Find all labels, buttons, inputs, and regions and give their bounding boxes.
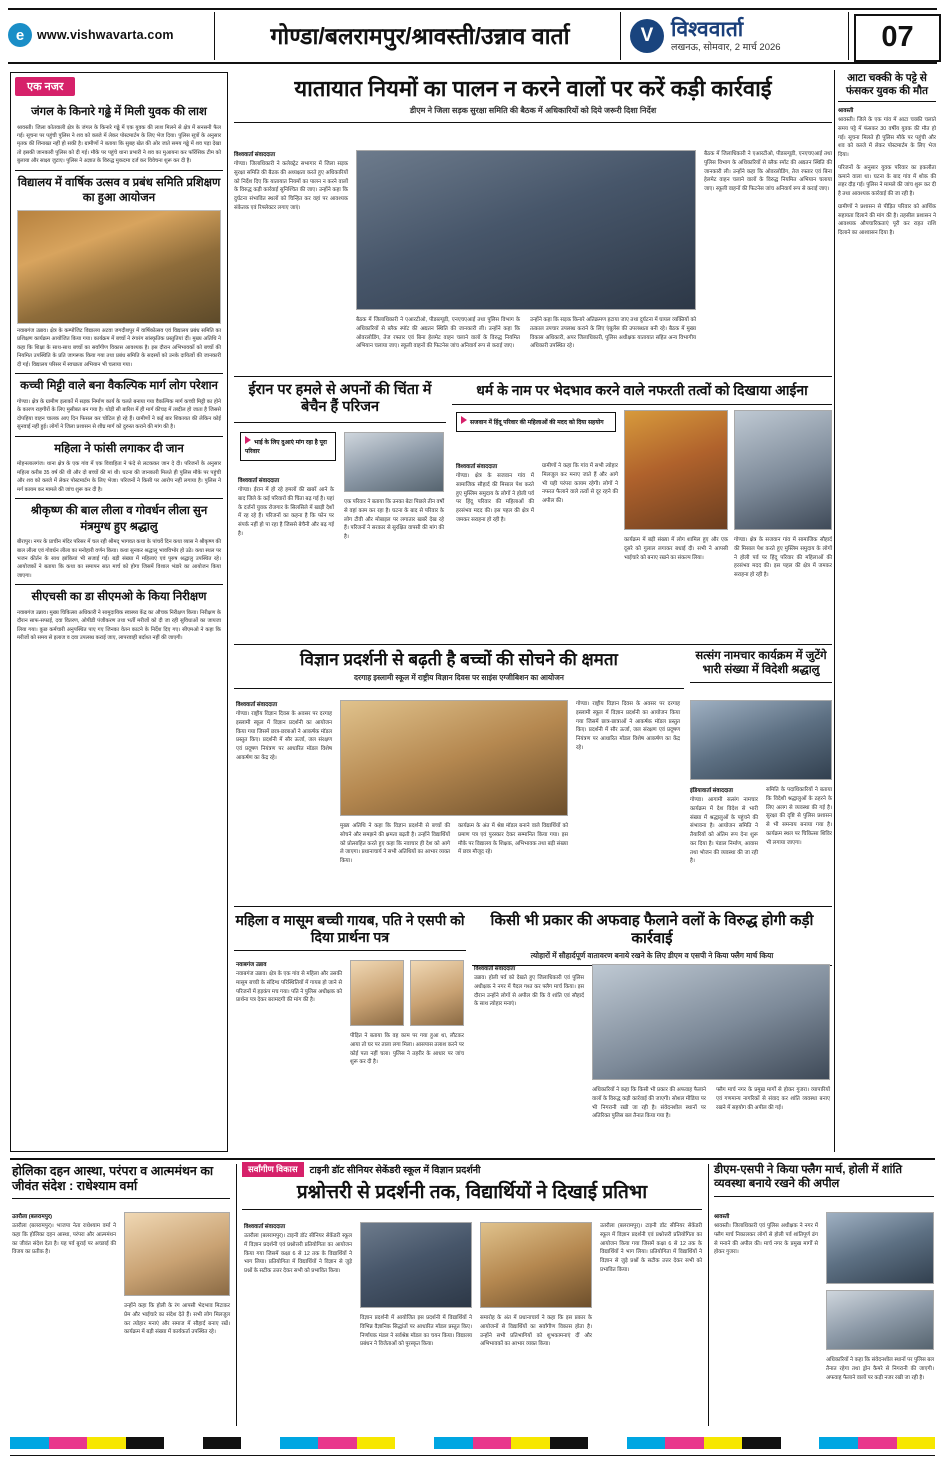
rumour-subhead: त्योहारों में सौहार्दपूर्ण वातावरण बनाये रखने के लिए डीएम व एसपी ने किया फ्लैग मार्च किया bbox=[530, 951, 774, 960]
masthead-divider-1 bbox=[214, 12, 215, 60]
harmony-col-2 bbox=[542, 462, 618, 638]
iran-byline: विश्ववार्ता संवाददाता bbox=[238, 478, 280, 484]
satsang-headline: सत्संग नामचार कार्यक्रम में जुटेंगे भारी संख्या में विदेशी श्रद्धालु bbox=[695, 650, 827, 676]
dmsp-byline: श्रावस्ती bbox=[714, 1214, 730, 1220]
iran-body-2: एक परिवार ने बताया कि उनका बेटा पिछले तीन वर्षों से वहां काम कर रहा है। घटना के बाद से परिवार के लोग टीवी और मोबाइल पर लगातार खबरें देख रहे हैं। परिजनों ने सरकार से सुरक्षित वापसी की मांग की है। bbox=[344, 499, 444, 540]
mid-rule bbox=[234, 644, 832, 645]
harmony-body-3: कार्यक्रम में बड़ी संख्या में लोग शामिल हुए और एक दूसरे को गुलाल लगाकर बधाई दी। सभी ने आपसी भाईचारे को बनाए रखने का संकल्प लिया। bbox=[624, 537, 728, 561]
missing-body-2: पीड़ित ने बताया कि वह काम पर गया हुआ था, लौटकर आया तो घर पर ताला लगा मिला। आसपास तलाश करने पर कोई पता नहीं चला। पुलिस ने तहरीर के आधार पर जांच शुरू कर दी है। bbox=[350, 1033, 464, 1066]
holika-headline: होलिका दहन आस्था, परंपरा व आत्ममंथन का जीवंत संदेश : राधेश्याम वर्मा bbox=[12, 1164, 214, 1193]
missing-story bbox=[234, 912, 466, 951]
satsang-body-2: समिति के पदाधिकारियों ने बताया कि विदेशी श्रद्धालुओं के ठहरने के लिए अलग से व्यवस्था की गई है। सुरक्षा की दृष्टि से पुलिस प्रशासन से भी समन्वय बनाया गया है। कार्यक्रम स्थल पर चिकित्सा शिविर भी लगाया जाएगा। bbox=[766, 787, 832, 846]
rail-divider bbox=[15, 498, 223, 499]
rail-divider bbox=[15, 170, 223, 171]
satsang-body-1: गोण्डा। आगामी सत्संग नामचार कार्यक्रम में देश विदेश से भारी संख्या में श्रद्धालुओं के पहुंचने की संभावना है। आयोजन समिति ने तैयारियों को अंतिम रूप देना शुरू कर दिया है। पंडाल निर्माण, आवास तथा भोजन की व्यवस्था की जा रही है। bbox=[690, 797, 758, 865]
science-byline: विश्ववार्ता संवाददाता bbox=[236, 702, 278, 708]
rail-headline: महिला ने फांसी लगाकर दी जान bbox=[54, 442, 184, 455]
community-harmony-photo-2 bbox=[734, 410, 832, 530]
rail-body: बीरापुर। नगर के प्राचीन मंदिर परिसर में चल रही श्रीमद् भागवत कथा के पांचवें दिन कथा व्यास ने श्रीकृष्ण की बाल लीला एवं गोवर्धन लीला का मनोहारी वर्णन किया। कथा सुनकर श्रद्धालु भावविभोर हो उठे। कथा स्थल पर भजन कीर्तन के साथ झांकियां भी सजाई गईं। बड़ी संख्या में महिलाएं एवं पुरुष श्रद्धालु उपस्थित रहे। आयोजकों ने बताया कि कथा का समापन सात मार्च को होगा जिसमें विशाल भंडारे का आयोजन किया जाएगा। bbox=[17, 539, 221, 579]
rail-item bbox=[13, 379, 225, 431]
rail-headline: श्रीकृष्ण की बाल लीला व गोवर्धन लीला सुन मंत्रमुग्ध हुए श्रद्धालु bbox=[30, 505, 208, 533]
tinydot-col-1 bbox=[244, 1222, 352, 1422]
rumour-body-3: फ्लैग मार्च नगर के प्रमुख मार्गों से होकर गुजरा। व्यापारियों एवं गणमान्य नागरिकों से संवाद कर शांति व्यवस्था बनाए रखने में सहयोग की अपील की गई। bbox=[716, 1087, 830, 1111]
dmsp-col-2 bbox=[826, 1356, 934, 1422]
harmony-col-1 bbox=[456, 462, 534, 638]
lead-body-2: बैठक में जिलाधिकारी ने एआरटीओ, पीडब्ल्यूडी, एनएचएआई तथा पुलिस विभाग के अधिकारियों से ब्लैक स्पॉट की अद्यतन स्थिति की जानकारी ली। उन्होंने कहा कि ओवरलोडिंग, तेज रफ्तार एवं बिना हेलमेट वाहन चलाने वालों के विरुद्ध नियमित अभियान चलाया जाए। स्कूली वाहनों की फिटनेस जांच अनिवार्य रूप से कराई जाए। bbox=[356, 317, 520, 350]
iran-col-1 bbox=[238, 476, 334, 638]
police-march-photo-1 bbox=[826, 1212, 934, 1284]
arrow-bullet-icon bbox=[461, 416, 467, 424]
press-registration-color-bar bbox=[10, 1437, 935, 1449]
right-column-rule bbox=[834, 70, 835, 1152]
rail-divider bbox=[15, 436, 223, 437]
iran-quote-box bbox=[240, 432, 336, 461]
bottom-section-rule bbox=[10, 1158, 935, 1160]
holika-body-2: उन्होंने कहा कि होली के रंग आपसी भेदभाव मिटाकर प्रेम और भाईचारे का संदेश देते हैं। सभी लोग मिलजुल कर त्योहार मनाएं और समाज में सौहार्द बनाए रखें। कार्यक्रम में बड़ी संख्या में कार्यकर्ता उपस्थित रहे। bbox=[124, 1303, 230, 1336]
science-story bbox=[234, 650, 684, 689]
flourmill-headline: आटा चक्की के पट्टे से फंसकर युवक की मौत bbox=[845, 72, 929, 97]
science-col-2 bbox=[340, 822, 450, 902]
rail-section-tag: एक नजर bbox=[15, 77, 75, 96]
left-rail bbox=[10, 72, 228, 1152]
missing-col-1 bbox=[236, 960, 342, 1150]
missing-child-photo bbox=[410, 960, 464, 1026]
website-badge[interactable] bbox=[8, 18, 214, 52]
newspaper-logo-icon: V bbox=[630, 19, 664, 53]
harmony-col-4 bbox=[734, 536, 832, 638]
section-tag-badge: सर्वांगीण विकास bbox=[242, 1162, 304, 1177]
dmsp-col-1 bbox=[714, 1212, 818, 1422]
page-number: 07 bbox=[854, 14, 941, 62]
lead-body-1: गोण्डा। जिलाधिकारी ने कलेक्ट्रेट सभागार में जिला सड़क सुरक्षा समिति की बैठक की अध्यक्षता करते हुए अधिकारियों को निर्देश दिए कि यातायात नियमों का पालन न करने वालों के विरुद्ध कड़ी कार्रवाई सुनिश्चित की जाए। उन्होंने कहा कि दुर्घटना संभावित स्थलों को चिन्हित कर वहां पर आवश्यक संकेतक एवं रिफ्लेक्टर लगाए जाएं। bbox=[234, 161, 348, 211]
rumour-story bbox=[472, 912, 832, 966]
family-members-photo bbox=[344, 432, 444, 492]
science-subhead: दरगाह इस्लामी स्कूल में राष्ट्रीय विज्ञान दिवस पर साइंस एग्जीबिशन का आयोजन bbox=[354, 673, 564, 683]
lead-byline: विश्ववार्ता संवाददाता bbox=[234, 152, 276, 158]
tinydot-body-4: उतरौला (बलरामपुर)। टाइनी डॉट सीनियर सेकेंडरी स्कूल में विज्ञान प्रदर्शनी एवं प्रश्नोत्तरी प्रतियोगिता का आयोजन किया गया जिसमें कक्षा 6 से 12 तक के विद्यार्थियों ने भाग लिया। प्रतियोगिता में विद्यार्थियों ने विज्ञान से जुड़े प्रश्नों के सटीक उत्तर देकर सभी को प्रभावित किया। bbox=[600, 1223, 702, 1273]
community-harmony-photo bbox=[624, 410, 728, 530]
harmony-quote-box bbox=[456, 412, 616, 432]
flourmill-body-3: ग्रामीणों ने प्रशासन से पीड़ित परिवार को आर्थिक सहायता दिलाने की मांग की है। तहसील प्रशासन ने आवश्यक औपचारिकताएं पूरी कर राहत राशि दिलाने का आश्वासन दिया है। bbox=[838, 203, 936, 237]
dmsp-body-2: अधिकारियों ने कहा कि संवेदनशील स्थानों पर पुलिस बल तैनात रहेगा तथा ड्रोन कैमरे से निगरानी की जाएगी। अफवाह फैलाने वालों पर कड़ी नजर रखी जा रही है। bbox=[826, 1357, 934, 1381]
students-exhibition-photo bbox=[360, 1222, 472, 1308]
harmony-headline: धर्म के नाम पर भेदभाव करने वाले नफरती तत्वों को दिखाया आईना bbox=[476, 382, 808, 398]
science-body-2: मुख्य अतिथि ने कहा कि विज्ञान प्रदर्शनी से बच्चों की सोचने और समझने की क्षमता बढ़ती है। उन्होंने विद्यार्थियों को प्रोत्साहित करते हुए कहा कि नवाचार ही देश को आगे ले जाएगा। प्रधानाचार्य ने सभी अतिथियों का आभार व्यक्त किया। bbox=[340, 823, 450, 864]
rail-body: मोहनलालगंज। थाना क्षेत्र के एक गांव में एक विवाहिता ने फंदे से लटककर जान दे दी। परिजनों के अनुसार महिला करीब 35 वर्ष की थी और दो बच्चों की मां थी। घटना की जानकारी मिलते ही पुलिस मौके पर पहुंची और शव को कब्जे में लेकर पोस्टमार्टम के लिए भेजा। परिजनों ने किसी पर आरोप नहीं लगाया है। पुलिस ने मर्ग कायम कर मामले की जांच शुरू कर दी है। bbox=[17, 461, 221, 493]
holika-story bbox=[12, 1164, 230, 1203]
publication-logo bbox=[630, 14, 840, 58]
tinydot-col-4 bbox=[600, 1222, 702, 1422]
science-body-1: गोण्डा। राष्ट्रीय विज्ञान दिवस के अवसर पर दरगाह इस्लामी स्कूल में विज्ञान प्रदर्शनी का आयोजन किया गया जिसमें छात्र-छात्राओं ने आकर्षक मॉडल प्रस्तुत किए। प्रदर्शनी में सौर ऊर्जा, जल संरक्षण एवं प्रदूषण नियंत्रण पर आधारित मॉडल विशेष आकर्षण का केंद्र रहे। bbox=[236, 711, 332, 761]
rail-item bbox=[13, 176, 225, 369]
missing-headline: महिला व मासूम बच्ची गायब, पति ने एसपी को दिया प्रार्थना पत्र bbox=[235, 912, 465, 945]
flourmill-body-2: परिजनों के अनुसार युवक परिवार का इकलौता कमाने वाला था। घटना के बाद गांव में शोक की लहर दौड़ गई। पुलिस ने मामले की जांच शुरू कर दी है तथा आवश्यक कार्रवाई की जा रही है। bbox=[838, 164, 936, 198]
iran-headline: ईरान पर हमले से अपनों की चिंता में बेचैन हैं परिजन bbox=[248, 382, 432, 416]
iran-col-2 bbox=[344, 498, 444, 638]
arrow-bullet-icon bbox=[245, 436, 251, 444]
science-exhibition-photo bbox=[340, 700, 568, 816]
masthead-divider-3 bbox=[848, 12, 849, 60]
tinydot-kicker: टाइनी डॉट सीनियर सेकेंडरी स्कूल में विज्ञान प्रदर्शनी bbox=[309, 1165, 481, 1176]
masthead-divider-2 bbox=[620, 12, 621, 60]
rail-headline: सीएचसी का डा सीएमओ के किया निरीक्षण bbox=[31, 591, 207, 604]
school-models-photo bbox=[480, 1222, 592, 1308]
rumour-col-2 bbox=[592, 1086, 706, 1150]
rail-body: नवाबगंज उन्नाव। क्षेत्र के कम्पोजिट विद्यालय अटवा जगदीशपुर में वार्षिकोत्सव एवं विद्यालय प्रबंध समिति का प्रशिक्षण कार्यक्रम आयोजित किया गया। कार्यक्रम में बच्चों ने रंगारंग सांस्कृतिक प्रस्तुतियां दीं। मुख्य अतिथि ने कहा कि शिक्षा के साथ-साथ बच्चों का सर्वांगीण विकास आवश्यक है। इस दौरान अभिभावकों को बच्चों की नियमित उपस्थिति के प्रति जागरूक किया गया तथा प्रबंध समिति के सदस्यों को उनके दायित्वों की जानकारी दी गई। विद्यालय परिसर में स्वच्छता अभियान भी चलाया गया। bbox=[17, 327, 221, 368]
edition-title: गोण्डा/बलरामपुर/श्रावस्ती/उन्नाव वार्ता bbox=[270, 23, 570, 49]
lead-col-3 bbox=[530, 316, 696, 372]
dmsp-story bbox=[714, 1164, 934, 1201]
science-col-3 bbox=[458, 822, 568, 902]
harmony-story bbox=[452, 382, 832, 405]
rail-headline: जंगल के किनारे गढ्ढे में मिली युवक की लाश bbox=[31, 106, 207, 118]
science-headline: विज्ञान प्रदर्शनी से बढ़ती है बच्चों की सोचने की क्षमता bbox=[300, 650, 618, 669]
science-body-3: कार्यक्रम के अंत में श्रेष्ठ मॉडल बनाने वाले विद्यार्थियों को प्रमाण पत्र एवं पुरस्कार देकर सम्मानित किया गया। इस मौके पर विद्यालय के शिक्षक, अभिभावक तथा बड़ी संख्या में छात्र मौजूद रहे। bbox=[458, 823, 568, 856]
masthead-bottom-rule bbox=[8, 62, 937, 64]
police-march-photo-2 bbox=[826, 1290, 934, 1350]
harmony-byline: विश्ववार्ता संवाददाता bbox=[456, 464, 498, 470]
lead-col-2 bbox=[356, 316, 520, 372]
holika-byline: उतरौला (बलरामपुर) bbox=[12, 1214, 53, 1220]
masthead-top-rule bbox=[8, 8, 937, 10]
lead-headline: यातायात नियमों का पालन न करने वालों पर करें कड़ी कार्रवाई bbox=[294, 76, 772, 101]
footer-rule bbox=[10, 1455, 935, 1456]
missing-woman-photo bbox=[350, 960, 404, 1026]
lead-body-3: उन्होंने कहा कि सड़क किनारे अतिक्रमण हटाया जाए तथा दुर्घटना में घायल व्यक्तियों को तत्काल उपचार उपलब्ध कराने के लिए एंबुलेंस की उपलब्धता बनी रहे। बैठक में मुख्य विकास अधिकारी, अपर जिलाधिकारी, पुलिस अधीक्षक यातायात सहित अन्य विभागीय अधिकारी उपस्थित रहे। bbox=[530, 317, 696, 350]
harmony-body-4: गोण्डा। क्षेत्र के सजवान गांव में सामाजिक सौहार्द की मिसाल पेश करते हुए मुस्लिम समुदाय के लोगों ने होली पर्व पर हिंदू परिवार की महिलाओं की हरसंभव मदद की। इस पहल की क्षेत्र में जमकर सराहना हो रही है। bbox=[734, 537, 832, 578]
rail-headline: कच्ची मिट्टी वाले बना वैकल्पिक मार्ग लोग परेशान bbox=[20, 380, 218, 393]
tinydot-col-3 bbox=[480, 1314, 592, 1422]
flourmill-body-1: श्रावस्ती। जिले के एक गांव में आटा चक्की चलाते समय पट्टे में फंसकर 30 वर्षीय युवक की मौत हो गई। सूचना मिलते ही पुलिस मौके पर पहुंची और शव को कब्जे में लेकर पोस्टमार्टम के लिए भेज दिया। bbox=[838, 117, 936, 159]
satsang-story bbox=[690, 650, 832, 683]
rail-body: श्रावस्ती। जिला कोतवाली क्षेत्र के जंगल के किनारे गढ्ढे में एक युवक की लाश मिलने से क्षेत्र में सनसनी फैल गई। सूचना पर पहुंची पुलिस ने शव को कब्जे में लेकर पोस्टमार्टम के लिए भेज दिया। पुलिस सूत्रों के अनुसार मृतक की शिनाख्त नहीं हो सकी है। ग्रामीणों ने बताया कि सुबह खेत की ओर जाते समय गढ्ढे में शव पड़ा देखा तो इसकी जानकारी पुलिस को दी गई। मौके पर पहुंचे थाना प्रभारी ने शव का मुआयना कर फॉरेंसिक टीम को बुलाया और साक्ष्य जुटाए। पुलिस ने अज्ञात के विरुद्ध मुकदमा दर्ज कर विवेचना शुरू कर दी है। bbox=[17, 124, 221, 165]
satsang-col-1 bbox=[690, 786, 758, 900]
holika-col-2 bbox=[124, 1302, 230, 1422]
rail-body: नवाबगंज उन्नाव। मुख्य चिकित्सा अधिकारी ने सामुदायिक स्वास्थ्य केंद्र का औचक निरीक्षण किया। निरीक्षण के दौरान साफ-सफाई, दवा वितरण, ओपीडी पंजीकरण तथा भर्ती मरीजों को दी जा रही सुविधाओं का जायजा लिया गया। कुछ कर्मचारी अनुपस्थित पाए गए जिनका वेतन काटने के निर्देश दिए गए। सीएमओ ने कहा कि मरीजों को समय से इलाज व दवा उपलब्ध कराई जाए, लापरवाही बर्दाश्त नहीं की जाएगी। bbox=[17, 609, 221, 642]
flag-march-photo bbox=[592, 964, 830, 1080]
rumour-headline: किसी भी प्रकार की अफवाह फैलाने वलों के विरुद्ध होगी कड़ी कार्रवाई bbox=[490, 912, 814, 947]
science-col-4 bbox=[576, 700, 680, 900]
lead-col-4 bbox=[704, 150, 832, 372]
tinydot-story bbox=[242, 1162, 702, 1210]
tinydot-body-3: समारोह के अंत में प्रधानाचार्य ने कहा कि इस प्रकार के आयोजनों से विद्यार्थियों का सर्वांगीण विकास होता है। उन्होंने सभी प्रतिभागियों को शुभकामनाएं दीं और अभिभावकों का आभार व्यक्त किया। bbox=[480, 1315, 592, 1348]
website-url[interactable]: www.vishwavarta.com bbox=[37, 28, 174, 42]
flourmill-byline: श्रावस्ती bbox=[838, 108, 854, 115]
tinydot-headline: प्रश्नोत्तरी से प्रदर्शनी तक, विद्यार्थियों ने दिखाई प्रतिभा bbox=[296, 1182, 648, 1203]
iran-body-1: गोण्डा। ईरान में हो रहे हमलों की खबरें आने के बाद जिले के कई परिवारों की चिंता बढ़ गई है। यहां के दर्जनों युवक रोजगार के सिलसिले में खाड़ी देशों में रह रहे हैं। परिजनों का कहना है कि फोन पर संपर्क नहीं हो पा रहा है जिससे बेचैनी और बढ़ गई है। bbox=[238, 487, 334, 537]
science-col-1 bbox=[236, 700, 332, 900]
masthead bbox=[8, 8, 937, 64]
bottom-divider-1 bbox=[236, 1164, 237, 1426]
leader-portrait-photo bbox=[124, 1212, 230, 1296]
rail-divider bbox=[15, 373, 223, 374]
rumour-byline: विश्ववार्ता संवाददाता bbox=[474, 966, 516, 972]
lead-col-1 bbox=[234, 150, 348, 370]
science-body-4: गोण्डा। राष्ट्रीय विज्ञान दिवस के अवसर पर दरगाह इस्लामी स्कूल में विज्ञान प्रदर्शनी का आयोजन किया गया जिसमें छात्र-छात्राओं ने आकर्षक मॉडल प्रस्तुत किए। प्रदर्शनी में सौर ऊर्जा, जल संरक्षण एवं प्रदूषण नियंत्रण पर आधारित मॉडल विशेष आकर्षण का केंद्र रहे। bbox=[576, 701, 680, 751]
road-safety-meeting-photo bbox=[356, 150, 696, 310]
rumour-body-2: अधिकारियों ने कहा कि किसी भी प्रकार की अफवाह फैलाने वालों के विरुद्ध कड़ी कार्रवाई की जाएगी। सोशल मीडिया पर भी निगरानी रखी जा रही है। संवेदनशील स्थानों पर अतिरिक्त पुलिस बल तैनात किया गया है। bbox=[592, 1087, 706, 1120]
lead-bottom-rule bbox=[234, 376, 832, 377]
rail-divider bbox=[15, 584, 223, 585]
rumour-body-1: उन्नाव। होली पर्व को देखते हुए जिलाधिकारी एवं पुलिस अधीक्षक ने नगर में पैदल गश्त कर फ्लैग मार्च किया। इस दौरान उन्होंने लोगों से अपील की कि वे शांति एवं सौहार्द के साथ त्योहार मनाएं। bbox=[474, 975, 584, 1008]
harmony-col-3 bbox=[624, 536, 728, 638]
tinydot-body-1: उतरौला (बलरामपुर)। टाइनी डॉट सीनियर सेकेंडरी स्कूल में विज्ञान प्रदर्शनी एवं प्रश्नोत्तरी प्रतियोगिता का आयोजन किया गया जिसमें कक्षा 6 से 12 तक के विद्यार्थियों ने भाग लिया। प्रतियोगिता में विद्यार्थियों ने विज्ञान से जुड़े प्रश्नों के सटीक उत्तर देकर सभी को प्रभावित किया। bbox=[244, 1233, 352, 1274]
dmsp-headline: डीएम-एसपी ने किया फ्लैग मार्च, होली में शांति व्यवस्था बनाये रखने की अपील bbox=[714, 1164, 903, 1190]
holika-body-1: उतरौला (बलरामपुर)। भाजपा नेता राधेश्याम वर्मा ने कहा कि होलिका दहन आस्था, परंपरा और आत्ममंथन का जीवंत संदेश देता है। यह पर्व बुराई पर अच्छाई की विजय का प्रतीक है। bbox=[12, 1223, 116, 1256]
flourmill-story bbox=[838, 72, 936, 238]
rail-item bbox=[13, 590, 225, 642]
bottom-divider-2 bbox=[708, 1164, 709, 1426]
rail-item bbox=[13, 105, 225, 166]
harmony-quote: सजवान में हिंदू परिवार की महिलाओं की मदद को दिया सहयोग bbox=[470, 420, 604, 426]
lead-body-4: बैठक में जिलाधिकारी ने एआरटीओ, पीडब्ल्यूडी, एनएचएआई तथा पुलिस विभाग के अधिकारियों से ब्लैक स्पॉट की अद्यतन स्थिति की जानकारी ली। उन्होंने कहा कि ओवरलोडिंग, तेज रफ्तार एवं बिना हेलमेट वाहन चलाने वालों के विरुद्ध नियमित अभियान चलाया जाए। स्कूली वाहनों की फिटनेस जांच अनिवार्य रूप से कराई जाए। bbox=[704, 151, 832, 192]
tinydot-body-2: विज्ञान प्रदर्शनी में आयोजित इस प्रदर्शनी में विद्यार्थियों ने विभिन्न वैज्ञानिक सिद्धांतों पर आधारित मॉडल प्रस्तुत किए। निर्णायक मंडल ने सर्वश्रेष्ठ मॉडल का चयन किया। विद्यालय प्रबंधन ने विजेताओं को पुरस्कृत किया। bbox=[360, 1315, 472, 1348]
missing-byline: नवाबगंज उन्नाव bbox=[236, 962, 267, 968]
logo-name: विश्ववार्ता bbox=[671, 18, 744, 42]
logo-dateline: लखनऊ, सोमवार, 2 मार्च 2026 bbox=[671, 42, 781, 54]
rumour-col-1 bbox=[474, 964, 584, 1150]
missing-body-1: नवाबगंज उन्नाव। क्षेत्र के एक गांव से महिला और उसकी मासूम बच्ची के संदिग्ध परिस्थितियों में गायब हो जाने से परिजनों में हड़कंप मच गया। पति ने पुलिस अधीक्षक को प्रार्थना पत्र देकर बरामदगी की मांग की है। bbox=[236, 971, 342, 1004]
cultural-program-photo bbox=[17, 210, 221, 324]
satsang-gathering-photo bbox=[690, 700, 832, 780]
lead-story bbox=[234, 76, 832, 123]
globe-icon: e bbox=[8, 23, 32, 47]
dmsp-body-1: श्रावस्ती। जिलाधिकारी एवं पुलिस अधीक्षक ने नगर में फ्लैग मार्च निकालकर लोगों से होली पर्व शांतिपूर्ण ढंग से मनाने की अपील की। मार्च नगर के प्रमुख मार्गों से होकर गुजरा। bbox=[714, 1223, 818, 1256]
holika-col-1 bbox=[12, 1212, 116, 1422]
rail-item bbox=[13, 442, 225, 494]
lead-subhead: डीएम ने जिला सड़क सुरक्षा समिति की बैठक में अधिकारियों को दिये जरूरी दिशा निर्देश bbox=[409, 106, 657, 116]
rail-item bbox=[13, 504, 225, 580]
tinydot-col-2 bbox=[360, 1314, 472, 1422]
missing-col-2 bbox=[350, 1032, 464, 1150]
rumour-col-3 bbox=[716, 1086, 830, 1150]
rail-body: गोण्डा। क्षेत्र के ग्रामीण इलाकों में सड़क निर्माण कार्य के चलते बनाया गया वैकल्पिक मार्ग कच्ची मिट्टी का होने के कारण राहगीरों के लिए मुसीबत बन गया है। थोड़ी सी बारिश में ही मार्ग कीचड़ में तब्दील हो जाता है जिससे दोपहिया वाहन चालक आए दिन फिसल कर चोटिल हो रहे हैं। ग्रामीणों ने कई बार शिकायत की लेकिन कोई सुनवाई नहीं हुई। लोगों ने जिला प्रशासन से शीघ्र मार्ग को दुरुस्त कराने की मांग की है। bbox=[17, 398, 221, 431]
iran-quote: भाई के लिए दुआएं मांग रहा है पूरा परिवार bbox=[245, 440, 327, 455]
rail-headline: विद्यालय में वार्षिक उत्सव व प्रबंध समिति प्रशिक्षण का हुआ आयोजन bbox=[17, 176, 221, 205]
harmony-body-2: ग्रामीणों ने कहा कि गांव में सभी त्योहार मिलजुल कर मनाए जाते हैं और आगे भी यही परंपरा कायम रहेगी। लोगों ने नफरत फैलाने वाले तत्वों से दूर रहने की अपील की। bbox=[542, 463, 618, 504]
harmony-body-1: गोण्डा। क्षेत्र के सजवान गांव में सामाजिक सौहार्द की मिसाल पेश करते हुए मुस्लिम समुदाय के लोगों ने होली पर्व पर हिंदू परिवार की महिलाओं की हरसंभव मदद की। इस पहल की क्षेत्र में जमकर सराहना हो रही है। bbox=[456, 473, 534, 523]
lower-rule bbox=[234, 906, 832, 907]
satsang-col-2 bbox=[766, 786, 832, 900]
tinydot-byline: विश्ववार्ता संवाददाता bbox=[244, 1224, 286, 1230]
satsang-byline: इंडियावार्ता संवाददाता bbox=[690, 788, 733, 794]
iran-story bbox=[234, 382, 446, 423]
